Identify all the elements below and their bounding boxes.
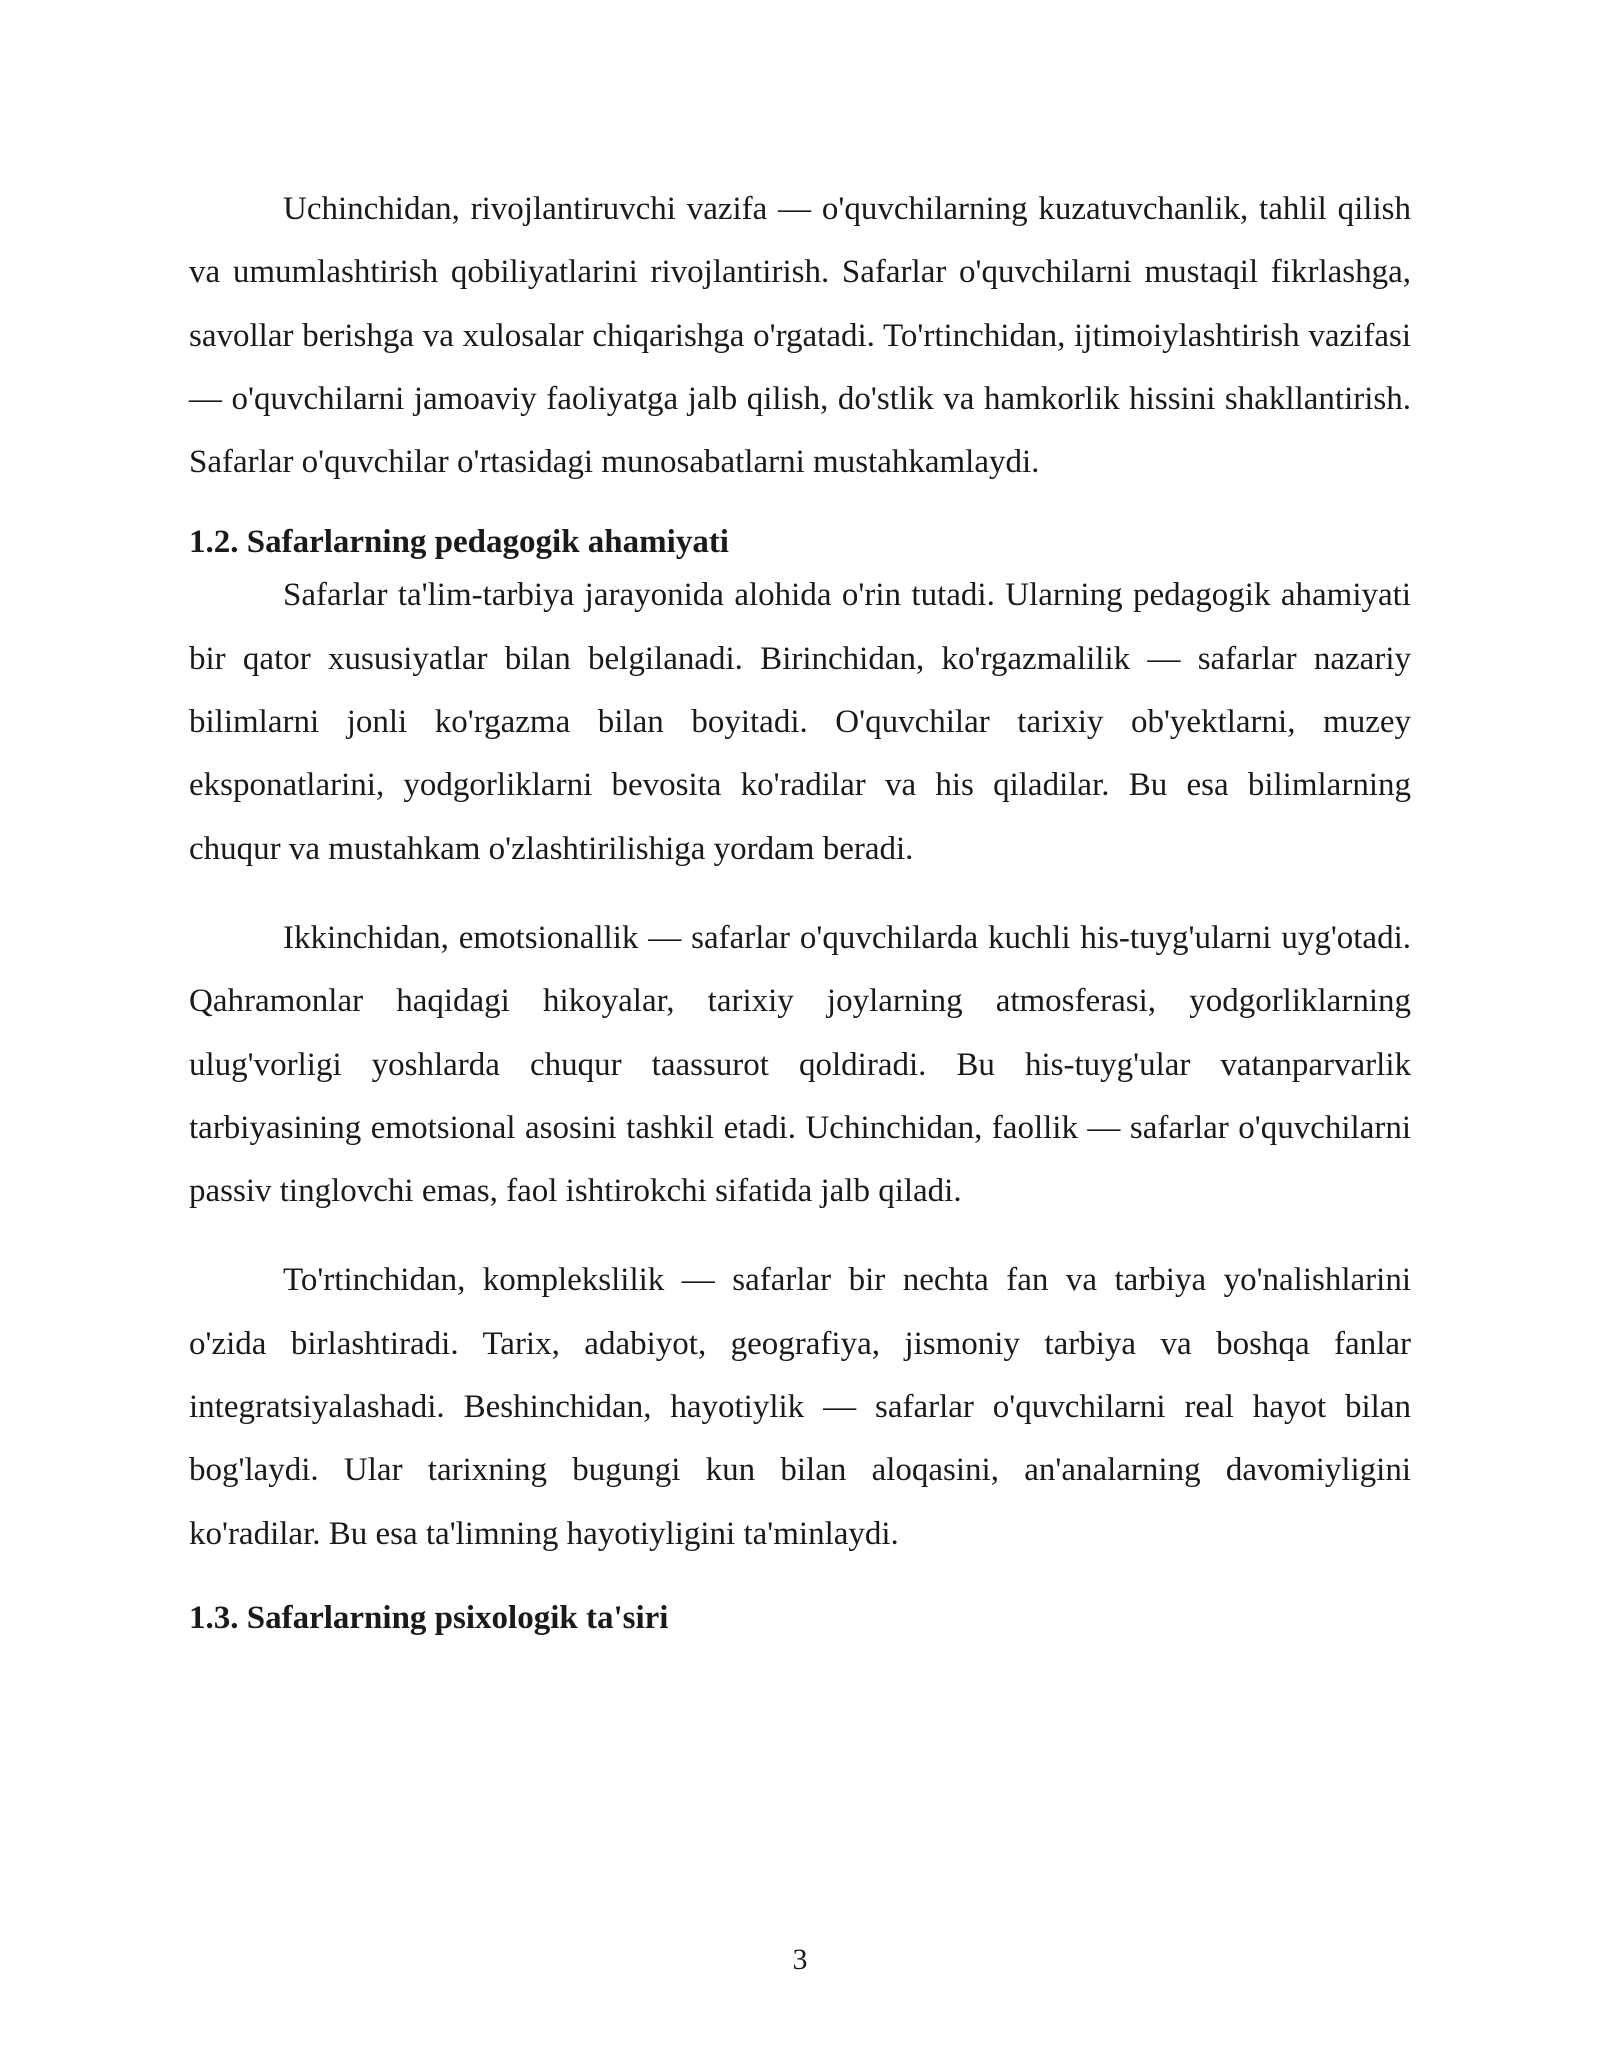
section-heading-1-2: 1.2. Safarlarning pedagogik ahamiyati	[189, 524, 729, 561]
page-number: 3	[792, 1943, 808, 1976]
paragraph-1-2-b: Ikkinchidan, emotsionallik — safarlar o'quvchilarda kuchli his-tuyg'ularni uyg'otadi. Qahramonlar haqidagi hikoyalar, tarixiy joylarning atmosferasi, yodgorliklarning ulug'vorligi yoshlarda chuqur taassurot qoldiradi. Bu his-tuyg'ular vatanparvarlik tarbiyasining emotsional asosini tashkil etadi. Uchinchidan, faollik — safarlar o'quvchilarni passiv tinglovchi emas, faol ishtirokchi sifatida jalb qiladi.	[189, 919, 1411, 1210]
paragraph-1-2-a: Safarlar ta'lim-tarbiya jarayonida alohida o'rin tutadi. Ularning pedagogik ahamiyati bir qator xususiyatlar bilan belgilanadi. Birinchidan, ko'rgazmalilik — safarlar nazariy bilimlarni jonli ko'rgazma bilan boyitadi. O'quvchilar tarixiy ob'yektlarni, muzey eksponatlarini, yodgorliklarni bevosita ko'radilar va his qiladilar. Bu esa bilimlarning chuqur va mustahkam o'zlashtirilishiga yordam beradi.	[189, 577, 1411, 867]
paragraph-intro: Uchinchidan, rivojlantiruvchi vazifa — o'quvchilarning kuzatuvchanlik, tahlil qilish va umumlashtirish qobiliyatlarini rivojlantirish. Safarlar o'quvchilarni mustaqil fikrlashga, savollar berishga va xulosalar chiqarishga o'rgatadi. To'rtinchidan, ijtimoiylashtirish vazifasi — o'quvchilarni jamoaviy faoliyatga jalb qilish, do'stlik va hamkorlik hissini shakllantirish. Safarlar o'quvchilar o'rtasidagi munosabatlarni mustahkamlaydi.	[189, 191, 1411, 481]
paragraph-1-2-c: To'rtinchidan, komplekslilik — safarlar bir nechta fan va tarbiya yo'nalishlarini o'zida birlashtiradi. Tarix, adabiyot, geografiya, jismoniy tarbiya va boshqa fanlar integratsiyalashadi. Beshinchidan, hayotiylik — safarlar o'quvchilarni real hayot bilan bog'laydi. Ular tarixning bugungi kun bilan aloqasini, an'analarning davomiyligini ko'radilar. Bu esa ta'limning hayotiyligini ta'minlaydi.	[189, 1262, 1411, 1552]
page-content	[189, 178, 1411, 1640]
section-heading-1-3: 1.3. Safarlarning psixologik ta'siri	[189, 1599, 669, 1636]
